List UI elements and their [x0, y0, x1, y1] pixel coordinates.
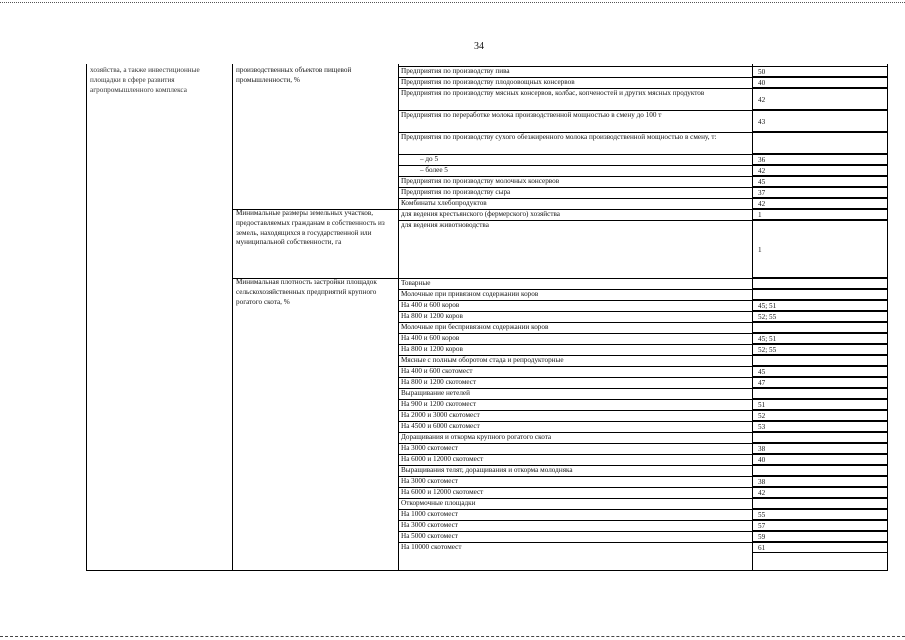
row-value: 40: [758, 79, 766, 87]
row-label: Мясные с полным оборотом стада и репродукторные: [401, 356, 564, 364]
group-title: производственных объектов пищевой промышленности, %: [236, 66, 352, 84]
row-label: На 400 и 600 коров: [401, 334, 460, 342]
row-label: Предприятия по производству сыра: [401, 188, 511, 196]
row-value: 40: [758, 456, 766, 464]
scan-edge-bottom: [0, 636, 905, 637]
row-value: 42: [758, 489, 766, 497]
row-label: На 5000 скотомест: [401, 532, 458, 540]
row-value: 47: [758, 379, 766, 387]
row-label: На 400 и 600 коров: [401, 301, 460, 309]
row-label: для ведения животноводства: [401, 221, 489, 229]
row-value: 50: [758, 68, 766, 76]
row-label: На 800 и 1200 коров: [401, 345, 463, 353]
category-cell: хозяйства, а также инвестиционные площадки в сфере развития агропромышленного комплекса: [90, 66, 200, 94]
row-label: – до 5: [420, 155, 439, 163]
row-value: 43: [758, 118, 766, 126]
row-value: 59: [758, 533, 766, 541]
row-label: Предприятия по производству мясных консервов, колбас, копченостей и других мясных продуктов: [401, 89, 705, 97]
row-label: На 3000 скотомест: [401, 521, 458, 529]
row-label: Выращивание нетелей: [401, 389, 470, 397]
column-divider-3: [752, 64, 753, 571]
row-value: 36: [758, 156, 766, 164]
row-label: На 800 и 1200 коров: [401, 312, 463, 320]
row-value: 51: [758, 401, 766, 409]
row-value: 53: [758, 423, 766, 431]
row-value: 57: [758, 522, 766, 530]
row-value: 38: [758, 478, 766, 486]
row-label: Молочные при беспривязном содержании коров: [401, 323, 549, 331]
row-label: Предприятия по переработке молока производственной мощностью в смену до 100 т: [401, 111, 662, 119]
row-label: Предприятия по производству сухого обезжиренного молока производственной мощностью в смену, т:: [401, 133, 717, 141]
row-label: На 3000 скотомест: [401, 444, 458, 452]
column-divider-1: [232, 64, 233, 571]
row-label: Предприятия по производству молочных консервов: [401, 177, 560, 185]
page-number: 34: [474, 41, 484, 52]
row-value: 42: [758, 96, 766, 104]
row-value: 42: [758, 167, 766, 175]
row-value: 37: [758, 189, 766, 197]
row-label: На 1000 скотомест: [401, 510, 458, 518]
row-label: Предприятия по производству пива: [401, 67, 510, 75]
row-label: – более 5: [420, 166, 448, 174]
row-label: На 6000 и 12000 скотомест: [401, 455, 484, 463]
row-value: 55: [758, 511, 766, 519]
row-value: 52; 55: [758, 346, 777, 354]
row-value: 61: [758, 544, 766, 552]
group-title: Минимальные размеры земельных участков, предоставляемых гражданам в собственность из земель, находящихся в государственной или муниципальной собственности, га: [236, 209, 385, 247]
row-label: На 800 и 1200 скотомест: [401, 378, 477, 386]
row-label: Молочные при привязном содержании коров: [401, 290, 539, 298]
row-value: 42: [758, 200, 766, 208]
row-label: На 6000 и 12000 скотомест: [401, 488, 484, 496]
row-label: Выращивания телят, доращивания и откорма молодняка: [401, 466, 573, 474]
row-value: 1: [758, 211, 762, 219]
row-label: На 400 и 600 скотомест: [401, 367, 473, 375]
row-label: На 3000 скотомест: [401, 477, 458, 485]
row-label: Предприятия по производству плодоовощных консервов: [401, 78, 575, 86]
scan-edge-top: [0, 2, 905, 3]
row-label: На 10000 скотомест: [401, 543, 462, 551]
row-value: 52; 55: [758, 313, 777, 321]
row-value: 45; 51: [758, 335, 777, 343]
row-value: 45: [758, 368, 766, 376]
row-value: 52: [758, 412, 766, 420]
value-line: [752, 552, 888, 553]
row-label: На 2000 и 3000 скотомест: [401, 411, 480, 419]
column-divider-2: [398, 64, 399, 571]
row-value: 45; 51: [758, 302, 777, 310]
row-label: Товарные: [401, 279, 431, 287]
row-label: Откормочные площадки: [401, 499, 476, 507]
row-label: На 900 и 1200 скотомест: [401, 400, 477, 408]
row-label: Комбинаты хлебопродуктов: [401, 199, 487, 207]
row-value: 45: [758, 178, 766, 186]
row-label: На 4500 и 6000 скотомест: [401, 422, 480, 430]
row-value: 1: [758, 246, 762, 254]
row-label: Доращивания и откорма крупного рогатого скота: [401, 433, 552, 441]
row-label: для ведения крестьянского (фермерского) хозяйства: [401, 210, 560, 218]
row-value: 38: [758, 445, 766, 453]
group-title: Минимальная плотность застройки площадок сельскохозяйственных предприятий крупного рогатого скота, %: [236, 278, 377, 306]
